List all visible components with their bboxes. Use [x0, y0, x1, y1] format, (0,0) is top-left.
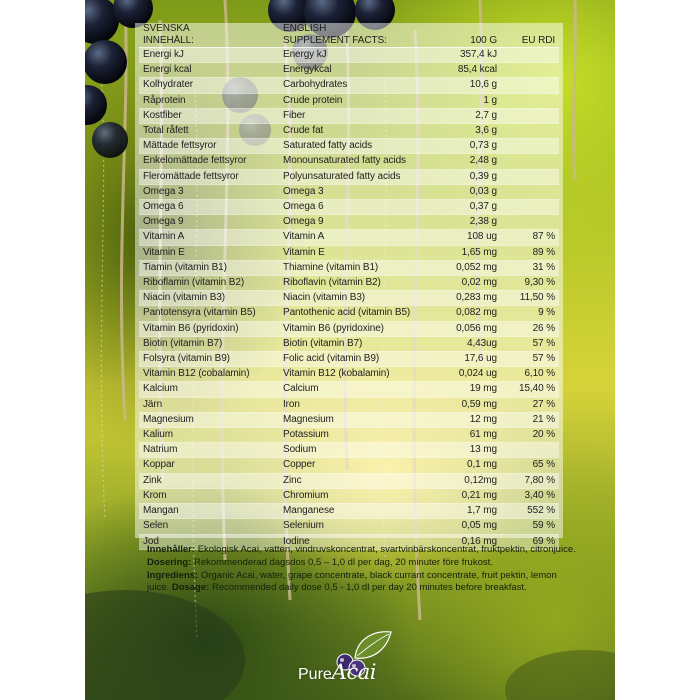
amount-per-100g: 17,6 ug [437, 352, 501, 367]
amount-per-100g: 0,02 mg [437, 276, 501, 291]
header-innehall: INNEHÅLL: [139, 35, 279, 48]
amount-per-100g: 2,7 g [437, 108, 501, 123]
ingredients-en-label: Ingrediens: [147, 569, 199, 581]
table-row [139, 382, 559, 397]
amount-per-100g: 0,39 g [437, 169, 501, 184]
amount-per-100g: 0,03 g [437, 184, 501, 199]
amount-per-100g: 0,12mg [437, 473, 501, 488]
table-header-language-row [139, 23, 559, 35]
nutrient-english: Vitamin B6 (pyridoxine) [279, 321, 437, 336]
table-row [139, 93, 559, 108]
logo-word-pure: Pure [298, 666, 332, 683]
amount-per-100g: 4,43ug [437, 336, 501, 351]
eu-rdi-percent [501, 63, 559, 78]
header-english: ENGLISH [283, 23, 327, 34]
amount-per-100g: 0,05 mg [437, 519, 501, 534]
amount-per-100g: 357,4 kJ [437, 48, 501, 63]
table-row [139, 260, 559, 275]
eu-rdi-percent [501, 169, 559, 184]
amount-per-100g: 2,48 g [437, 154, 501, 169]
header-supplement-facts: SUPPLEMENT FACTS: [279, 35, 437, 48]
eu-rdi-percent [501, 93, 559, 108]
eu-rdi-percent: 27 % [501, 397, 559, 412]
eu-rdi-percent: 552 % [501, 504, 559, 519]
nutrient-swedish: Niacin (vitamin B3) [139, 291, 279, 306]
amount-per-100g: 0,024 ug [437, 367, 501, 382]
amount-per-100g: 13 mg [437, 443, 501, 458]
header-per-100g: 100 G [437, 35, 501, 48]
eu-rdi-percent: 7,80 % [501, 473, 559, 488]
table-row [139, 200, 559, 215]
table-row [139, 336, 559, 351]
nutrient-swedish: Kalcium [139, 382, 279, 397]
eu-rdi-percent: 26 % [501, 321, 559, 336]
eu-rdi-percent [501, 48, 559, 63]
amount-per-100g: 0,21 mg [437, 488, 501, 503]
header-eu-rdi: EU RDI [501, 35, 559, 48]
nutrient-english: Copper [279, 458, 437, 473]
dosage-en-text: Recommended daily dose 0,5 - 1,0 dl per day 20 minutes before breakfast. [211, 582, 527, 594]
eu-rdi-percent: 15,40 % [501, 382, 559, 397]
nutrient-english: Crude fat [279, 124, 437, 139]
eu-rdi-percent [501, 78, 559, 93]
nutrient-english: Folic acid (vitamin B9) [279, 352, 437, 367]
table-row [139, 397, 559, 412]
nutrient-swedish: Mättade fettsyror [139, 139, 279, 154]
nutrient-swedish: Kostfiber [139, 108, 279, 123]
table-row [139, 367, 559, 382]
nutrient-swedish: Natrium [139, 443, 279, 458]
ingredients-english [147, 570, 577, 596]
table-row [139, 215, 559, 230]
eu-rdi-percent [501, 443, 559, 458]
nutrient-english: Zinc [279, 473, 437, 488]
nutrient-english: Crude protein [279, 93, 437, 108]
amount-per-100g: 0,1 mg [437, 458, 501, 473]
nutrient-swedish: Pantotensyra (vitamin B5) [139, 306, 279, 321]
amount-per-100g: 1,65 mg [437, 245, 501, 260]
eu-rdi-percent: 57 % [501, 352, 559, 367]
nutrition-table [139, 23, 559, 550]
nutrient-english: Fiber [279, 108, 437, 123]
table-row [139, 154, 559, 169]
nutrient-english: Vitamin E [279, 245, 437, 260]
eu-rdi-percent: 87 % [501, 230, 559, 245]
nutrient-english: Monounsaturated fatty acids [279, 154, 437, 169]
nutrient-swedish: Folsyra (vitamin B9) [139, 352, 279, 367]
eu-rdi-percent: 69 % [501, 534, 559, 549]
table-row [139, 412, 559, 427]
ingredients-block [147, 544, 577, 595]
nutrient-swedish: Riboflamin (vitamin B2) [139, 276, 279, 291]
nutrient-english: Energykcal [279, 63, 437, 78]
nutrient-swedish: Biotin (vitamin B7) [139, 336, 279, 351]
nutrient-english: Calcium [279, 382, 437, 397]
table-body [139, 48, 559, 550]
label-page [85, 0, 615, 700]
nutrient-english: Niacin (vitamin B3) [279, 291, 437, 306]
logo-wordmark [298, 660, 376, 684]
eu-rdi-percent [501, 184, 559, 199]
table-row [139, 321, 559, 336]
nutrient-swedish: Tiamin (vitamin B1) [139, 260, 279, 275]
table-row [139, 458, 559, 473]
table-row [139, 428, 559, 443]
nutrient-english: Iodine [279, 534, 437, 549]
nutrient-english: Potassium [279, 428, 437, 443]
nutrient-english: Vitamin B12 (kobalamin) [279, 367, 437, 382]
amount-per-100g: 10,6 g [437, 78, 501, 93]
eu-rdi-percent: 20 % [501, 428, 559, 443]
nutrient-english: Sodium [279, 443, 437, 458]
nutrient-english: Carbohydrates [279, 78, 437, 93]
amount-per-100g: 19 mg [437, 382, 501, 397]
eu-rdi-percent: 9,30 % [501, 276, 559, 291]
nutrient-swedish: Kalium [139, 428, 279, 443]
amount-per-100g: 1 g [437, 93, 501, 108]
table-row [139, 276, 559, 291]
nutrient-swedish: Energi kJ [139, 48, 279, 63]
nutrient-swedish: Zink [139, 473, 279, 488]
nutrient-english: Iron [279, 397, 437, 412]
header-swedish: SVENSKA [143, 23, 190, 34]
table-row [139, 139, 559, 154]
eu-rdi-percent: 65 % [501, 458, 559, 473]
nutrient-english: Thiamine (vitamin B1) [279, 260, 437, 275]
nutrient-english: Chromium [279, 488, 437, 503]
nutrient-swedish: Vitamin B12 (cobalamin) [139, 367, 279, 382]
nutrient-swedish: Selen [139, 519, 279, 534]
nutrient-swedish: Koppar [139, 458, 279, 473]
nutrient-english: Vitamin A [279, 230, 437, 245]
nutrient-swedish: Vitamin E [139, 245, 279, 260]
eu-rdi-percent: 9 % [501, 306, 559, 321]
eu-rdi-percent [501, 108, 559, 123]
eu-rdi-percent: 21 % [501, 412, 559, 427]
table-row [139, 78, 559, 93]
eu-rdi-percent: 57 % [501, 336, 559, 351]
table-row [139, 108, 559, 123]
nutrient-swedish: Energi kcal [139, 63, 279, 78]
table-row [139, 184, 559, 199]
table-row [139, 63, 559, 78]
amount-per-100g: 3,6 g [437, 124, 501, 139]
nutrient-swedish: Vitamin A [139, 230, 279, 245]
table-row [139, 169, 559, 184]
nutrient-swedish: Mangan [139, 504, 279, 519]
nutrient-english: Omega 3 [279, 184, 437, 199]
amount-per-100g: 1,7 mg [437, 504, 501, 519]
nutrient-english: Omega 6 [279, 200, 437, 215]
nutrient-english: Biotin (vitamin B7) [279, 336, 437, 351]
eu-rdi-percent [501, 154, 559, 169]
eu-rdi-percent: 59 % [501, 519, 559, 534]
table-row [139, 488, 559, 503]
dosage-sv-label: Dosering: [147, 556, 192, 568]
nutrient-english: Magnesium [279, 412, 437, 427]
nutrient-swedish: Råprotein [139, 93, 279, 108]
amount-per-100g: 12 mg [437, 412, 501, 427]
amount-per-100g: 61 mg [437, 428, 501, 443]
nutrient-swedish: Omega 3 [139, 184, 279, 199]
nutrient-english: Manganese [279, 504, 437, 519]
table-row [139, 443, 559, 458]
nutrient-swedish: Järn [139, 397, 279, 412]
ingredients-en-text: Organic Acai, water, grape concentrate, black currant concentrate, fruit pektin, lemon juice. [147, 569, 557, 594]
nutrient-swedish: Vitamin B6 (pyridoxin) [139, 321, 279, 336]
ingredients-sv-text: Ekologisk Acai, vatten, vindruvskoncentrat, svartvinbärskoncentrat, fruktpektin, citronjuice. [197, 544, 576, 555]
eu-rdi-percent: 31 % [501, 260, 559, 275]
nutrient-swedish: Omega 9 [139, 215, 279, 230]
nutrient-english: Polyunsaturated fatty acids [279, 169, 437, 184]
dosage-en-label: Dosage: [171, 582, 210, 594]
ingredients-sv-label: Innehåller: [147, 544, 196, 555]
table-row [139, 473, 559, 488]
amount-per-100g: 0,052 mg [437, 260, 501, 275]
nutrient-english: Omega 9 [279, 215, 437, 230]
eu-rdi-percent: 11,50 % [501, 291, 559, 306]
amount-per-100g: 0,283 mg [437, 291, 501, 306]
amount-per-100g: 2,38 g [437, 215, 501, 230]
nutrient-swedish: Fleromättade fettsyror [139, 169, 279, 184]
eu-rdi-percent [501, 124, 559, 139]
nutrient-english: Energy kJ [279, 48, 437, 63]
nutrient-english: Saturated fatty acids [279, 139, 437, 154]
table-row [139, 48, 559, 63]
amount-per-100g: 0,082 mg [437, 306, 501, 321]
eu-rdi-percent [501, 139, 559, 154]
eu-rdi-percent: 3,40 % [501, 488, 559, 503]
nutrient-swedish: Jod [139, 534, 279, 549]
table-row [139, 352, 559, 367]
ingredients-swedish [147, 544, 577, 570]
dosage-sv-text: Rekommenderad dagsdos 0,5 – 1,0 dl per dag, 20 minuter före frukost. [193, 556, 493, 568]
nutrient-swedish: Magnesium [139, 412, 279, 427]
table-row [139, 124, 559, 139]
logo-word-acai: Acai [331, 660, 376, 684]
amount-per-100g: 0,056 mg [437, 321, 501, 336]
eu-rdi-percent [501, 200, 559, 215]
amount-per-100g: 85,4 kcal [437, 63, 501, 78]
nutrient-english: Selenium [279, 519, 437, 534]
eu-rdi-percent: 89 % [501, 245, 559, 260]
nutrient-swedish: Omega 6 [139, 200, 279, 215]
table-row [139, 230, 559, 245]
table-row [139, 504, 559, 519]
amount-per-100g: 0,59 mg [437, 397, 501, 412]
table-row [139, 519, 559, 534]
amount-per-100g: 108 ug [437, 230, 501, 245]
table-row [139, 245, 559, 260]
nutrient-english: Pantothenic acid (vitamin B5) [279, 306, 437, 321]
nutrient-english: Riboflavin (vitamin B2) [279, 276, 437, 291]
amount-per-100g: 0,37 g [437, 200, 501, 215]
nutrient-swedish: Krom [139, 488, 279, 503]
table-row [139, 291, 559, 306]
amount-per-100g: 0,73 g [437, 139, 501, 154]
nutrient-swedish: Kolhydrater [139, 78, 279, 93]
amount-per-100g: 0,16 mg [437, 534, 501, 549]
eu-rdi-percent [501, 215, 559, 230]
table-row [139, 306, 559, 321]
nutrient-swedish: Enkelomättade fettsyror [139, 154, 279, 169]
eu-rdi-percent: 6,10 % [501, 367, 559, 382]
table-header-column-row [139, 35, 559, 48]
nutrient-swedish: Total råfett [139, 124, 279, 139]
